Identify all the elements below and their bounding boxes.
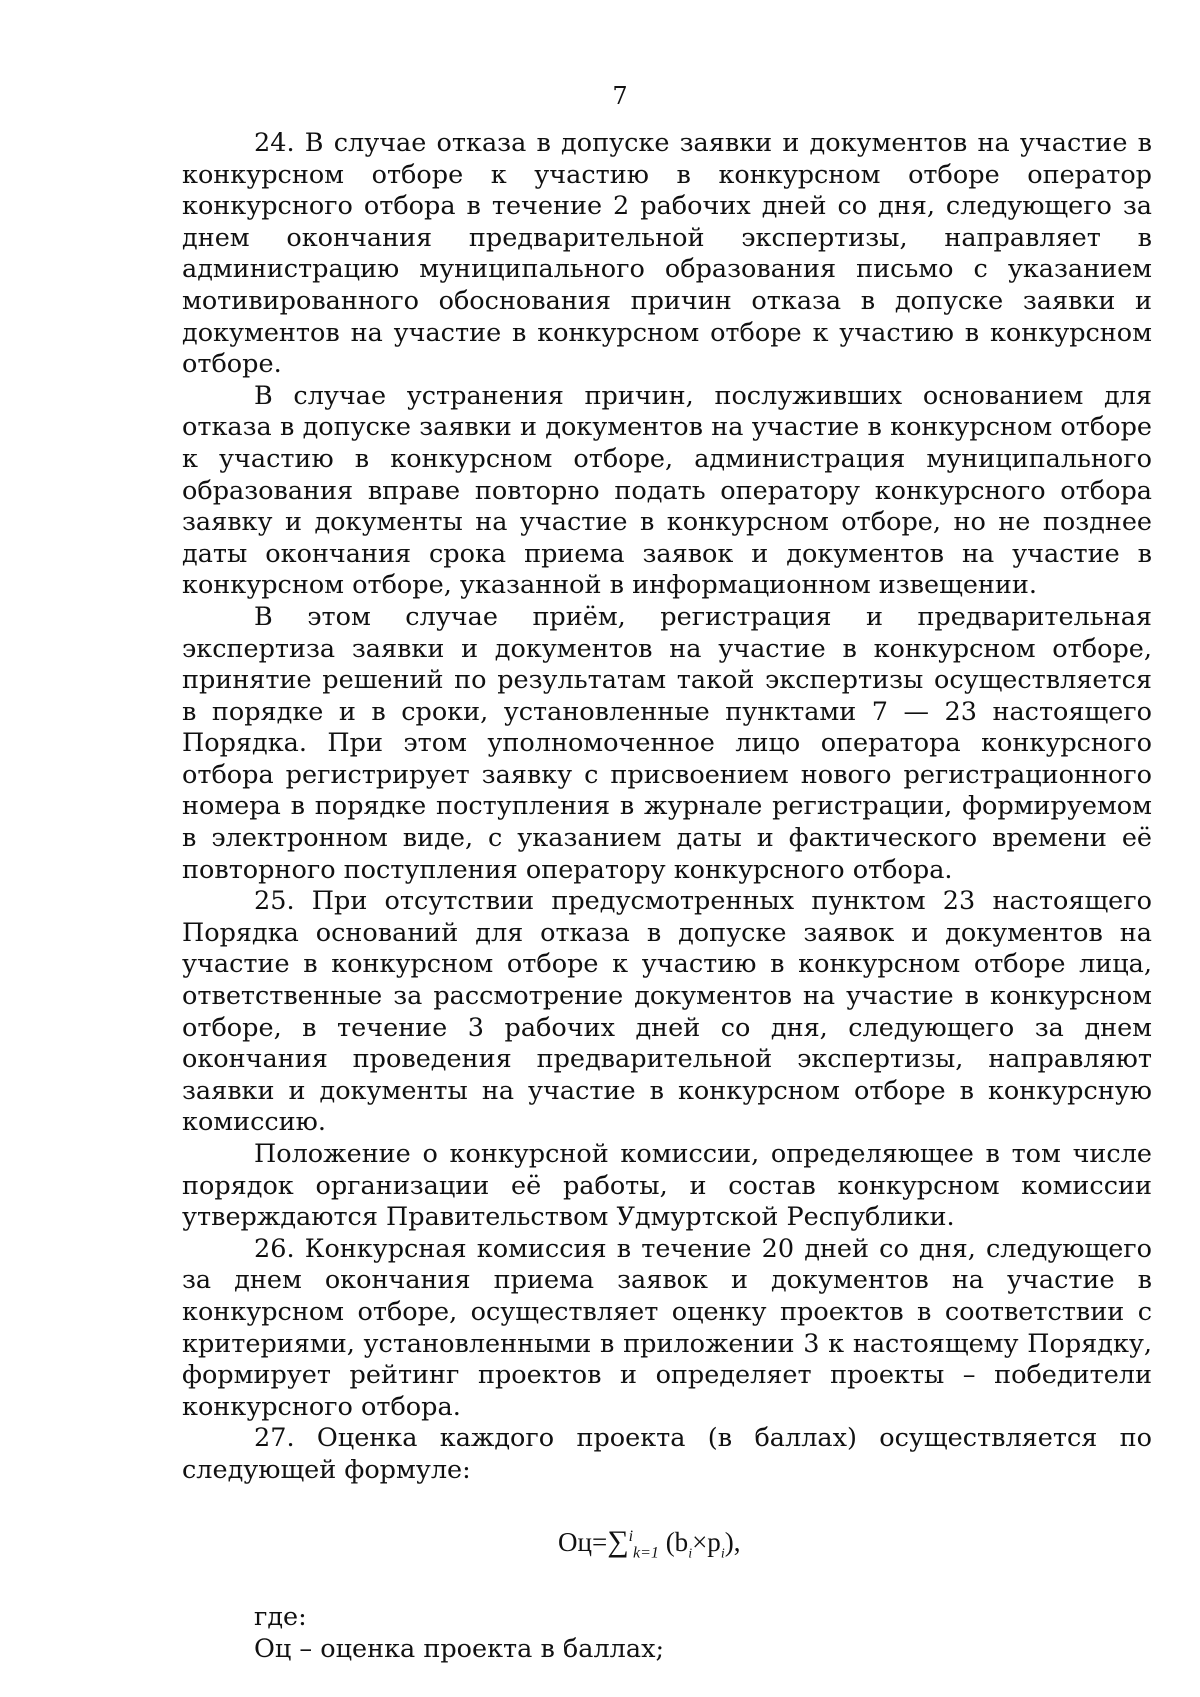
score-formula [182, 1517, 1152, 1574]
formula-close: ), [724, 1526, 741, 1557]
paragraph-24-resubmission: В этом случае приём, регистрация и предварительная экспертиза заявки и документов на участие в конкурсном отборе, принятие решений по результатам такой экспертизы осуществляется в порядке и в сроки, установленные пунктами 7 — 23 настоящего Порядка. При этом уполномоченное лицо оператора конкурсного отбора регистрирует заявку с присвоением нового регистрационного номера в порядке поступления в журнале регистрации, формируемом в электронном виде, с указанием даты и фактического времени её повторного поступления оператору конкурсного отбора. [182, 601, 1152, 885]
formula-times-p: ×p [692, 1526, 721, 1557]
paragraph-24-elimination: В случае устранения причин, послуживших основанием для отказа в допуске заявки и документов на участие в конкурсном отборе к участию в конкурсном отборе, администрация муниципального образования вправе повторно подать оператору конкурсного отбора заявку и документы на участие в конкурсном отборе, но не позднее даты окончания срока приема заявок и документов на участие в конкурсном отборе, указанной в информационном извещении. [182, 380, 1152, 601]
paragraph-26: 26. Конкурсная комиссия в течение 20 дней со дня, следующего за днем окончания приема заявок и документов на участие в конкурсном отборе, осуществляет оценку проектов в соответствии с критериями, установленными в приложении 3 к настоящему Порядку, формирует рейтинг проектов и определяет проекты – победители конкурсного отбора. [182, 1233, 1152, 1422]
where-label: где: [254, 1601, 307, 1632]
paragraph-25: 25. При отсутствии предусмотренных пунктом 23 настоящего Порядка оснований для отказа в допуске заявок и документов на участие в конкурсном отборе к участию в конкурсном отборе лица, ответственные за рассмотрение документов на участие в конкурсном отборе, в течение 3 рабочих дней со дня, следующего за днем окончания проведения предварительной экспертизы, направляют заявки и документы на участие в конкурсном отборе в конкурсную комиссию. [182, 886, 1152, 1138]
p-subscript: i [720, 1545, 725, 1561]
formula-lhs: Оц= [558, 1526, 608, 1557]
paragraph-24: 24. В случае отказа в допуске заявки и документов на участие в конкурсном отборе к участию в конкурсном отборе оператор конкурсного отбора в течение 2 рабочих дней со дня, следующего за днем окончания предварительной экспертизы, направляет в администрацию муниципального образования письмо с указанием мотивированного обоснования причин отказа в допуске заявки и документов на участие в конкурсном отборе к участию в конкурсном отборе. [182, 128, 1152, 380]
oc-definition: Оц – оценка проекта в баллах; [254, 1633, 665, 1664]
sum-lower-limit: k=1 [633, 1543, 659, 1561]
paragraph-25-commission: Положение о конкурсной комиссии, определяющее в том числе порядок организации её работы, и состав конкурсном комиссии утверждаются Правительством Удмуртской Республики. [182, 1139, 1152, 1233]
document-body [182, 128, 1152, 1665]
paragraph-27: 27. Оценка каждого проекта (в баллах) осуществляется по следующей формуле: [182, 1423, 1152, 1485]
sum-symbol: ∑ [607, 1524, 629, 1558]
b-subscript: i [688, 1545, 693, 1561]
sum-upper-limit: i [628, 1527, 634, 1545]
page-number: 7 [612, 82, 628, 110]
formula-open: (b [658, 1526, 689, 1557]
